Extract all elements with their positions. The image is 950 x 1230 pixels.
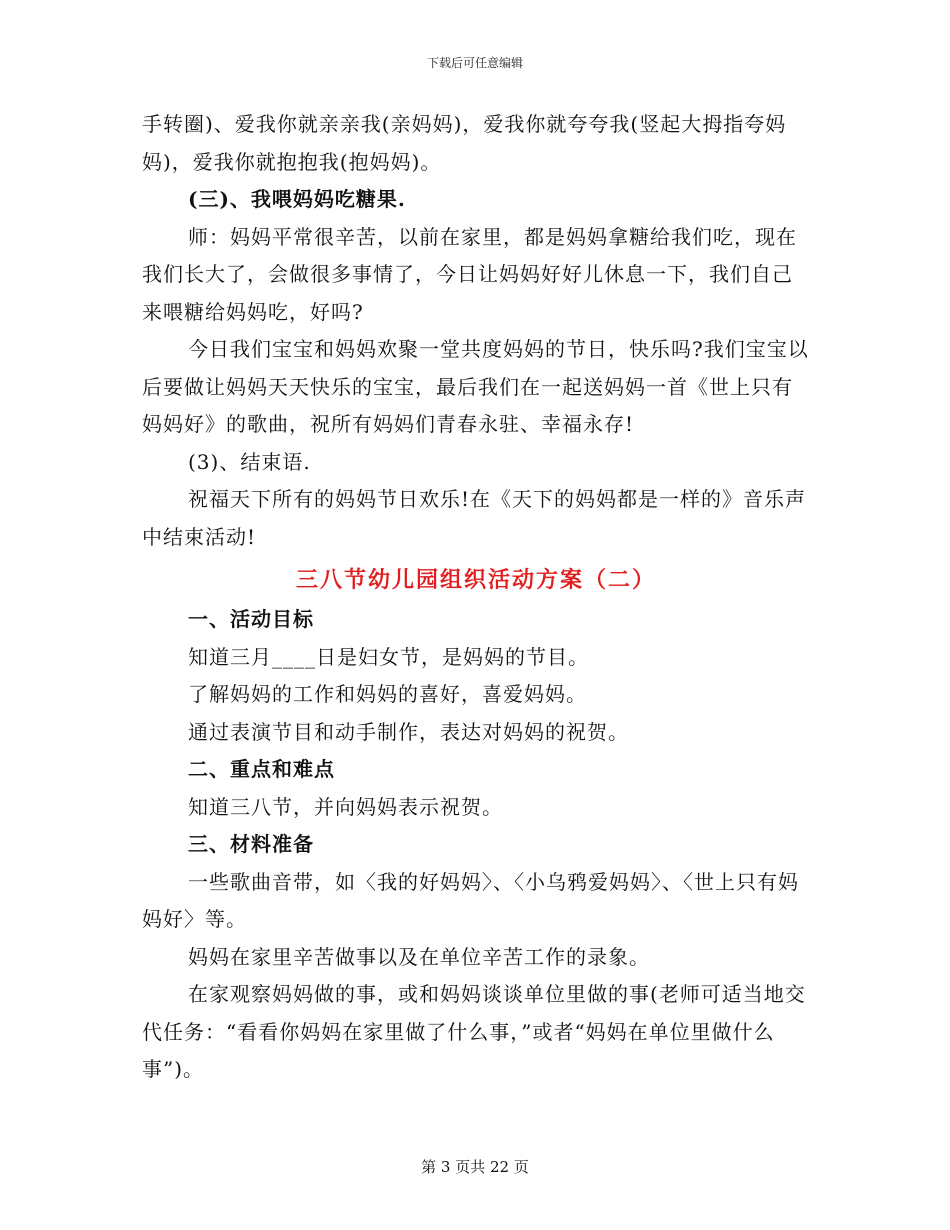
page-header: 下载后可任意编辑 xyxy=(426,56,523,70)
paragraph-today: 今日我们宝宝和妈妈欢聚一堂共度妈妈的节日，快乐吗?我们宝宝以后要做让妈妈天天快乐的宝宝，最后我们在一起送妈妈一首《世上只有妈妈好》的歌曲，祝所有妈妈们青春永驻、幸福永存! xyxy=(142,337,809,436)
key-point-item: 知道三八节，并向妈妈表示祝贺。 xyxy=(188,794,503,819)
subheading-feed-candy: (三)、我喂妈妈吃糖果. xyxy=(188,187,406,211)
page-footer: 第 3 页共 22 页 xyxy=(421,1158,529,1176)
paragraph-continuation: 手转圈)、爱我你就亲亲我(亲妈妈)，爱我你就夸夸我(竖起大拇指夸妈妈)，爱我你就抱抱我(抱妈妈)。 xyxy=(142,112,787,174)
material-item: 妈妈在家里辛苦做事以及在单位辛苦工作的录象。 xyxy=(188,944,650,969)
paragraph-teacher: 师：妈妈平常很辛苦，以前在家里，都是妈妈拿糖给我们吃，现在我们长大了，会做很多事情了，今日让妈妈好好儿休息一下，我们自己来喂糖给妈妈吃，好吗? xyxy=(142,224,797,324)
document-body xyxy=(142,106,810,1089)
section-key-points-heading: 二、重点和难点 xyxy=(188,757,335,781)
paragraph-blessing: 祝福天下所有的妈妈节日欢乐!在《天下的妈妈都是一样的》音乐声中结束活动! xyxy=(142,487,807,549)
material-item: 在家观察妈妈做的事，或和妈妈谈谈单位里做的事(老师可适当地交代任务：“看看你妈妈在家里做了什么事，”或者“妈妈在单位里做什么事”)。 xyxy=(142,982,806,1081)
material-item: 一些歌曲音带，如〈我的好妈妈〉、〈小乌鸦爱妈妈〉、〈世上只有妈妈好〉等。 xyxy=(142,869,799,931)
goal-item: 通过表演节目和动手制作，表达对妈妈的祝贺。 xyxy=(188,719,629,744)
section-materials-heading: 三、材料准备 xyxy=(188,832,314,856)
document-title: 三八节幼儿园组织活动方案（二） xyxy=(295,567,656,593)
goal-item: 了解妈妈的工作和妈妈的喜好，喜爱妈妈。 xyxy=(188,682,587,706)
subheading-closing: (3)、结束语. xyxy=(188,449,311,474)
section-goals-heading: 一、活动目标 xyxy=(188,607,314,631)
goal-item: 知道三月____日是妇女节，是妈妈的节目。 xyxy=(188,644,589,669)
